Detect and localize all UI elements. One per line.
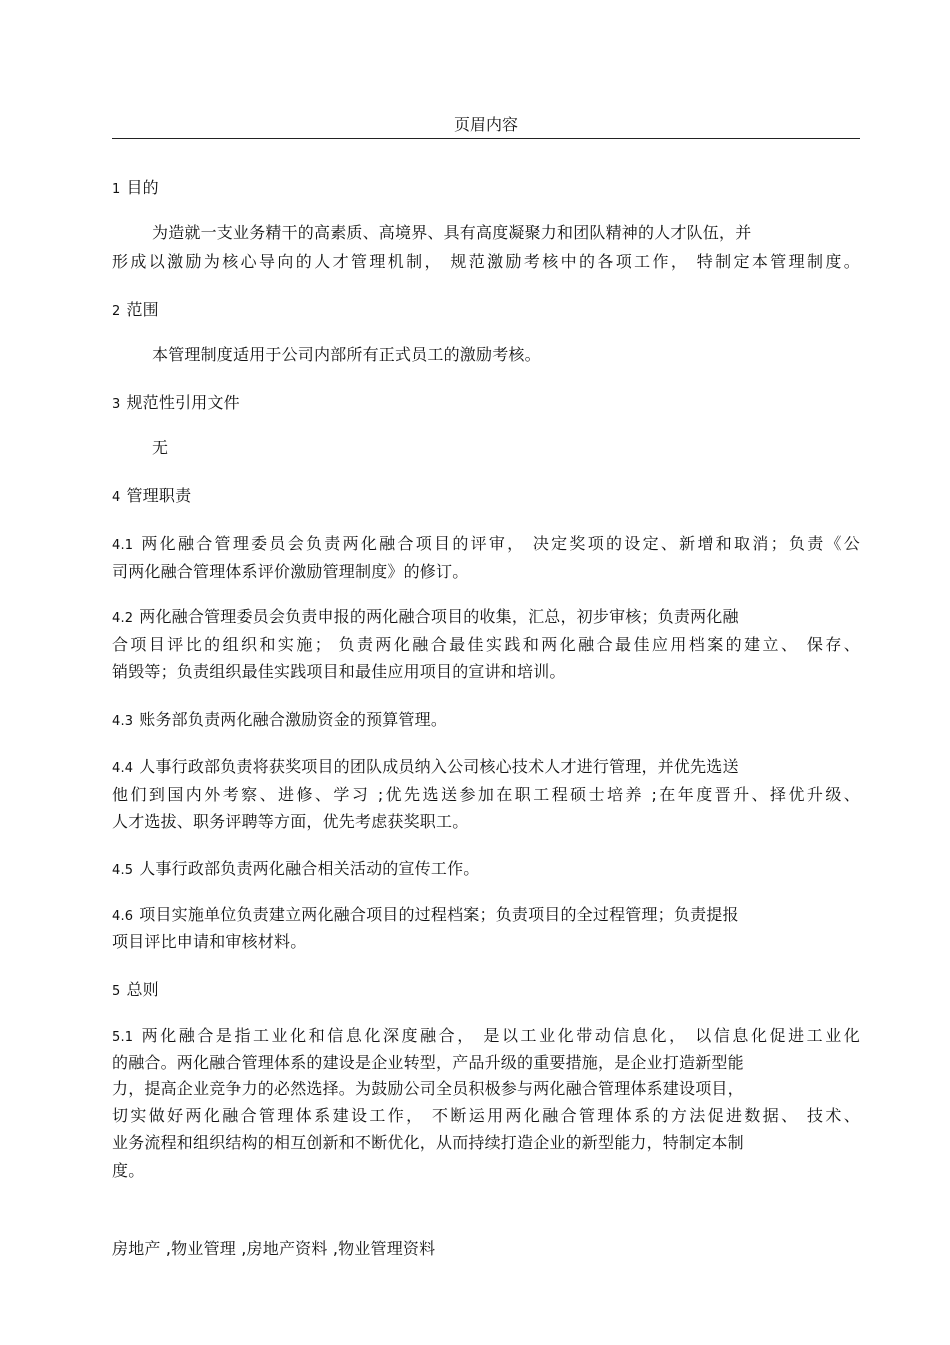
clause-text: 两化融合管理委员会负责两化融合项目的评审， 决定奖项的设定、新增和取消；负责《公 xyxy=(139,534,860,553)
section-title: 规范性引用文件 xyxy=(126,393,240,412)
paragraph-line: 人才选拔、职务评聘等方面，优先考虑获奖职工。 xyxy=(112,812,469,831)
clause-5-1-line xyxy=(112,1024,860,1050)
paragraph-line: 本管理制度适用于公司内部所有正式员工的激励考核。 xyxy=(152,345,541,364)
section-1-heading xyxy=(112,176,159,202)
clause-text: 人事行政部负责将获奖项目的团队成员纳入公司核心技术人才进行管理，并优先选送 xyxy=(139,757,739,776)
section-2-heading xyxy=(112,298,159,324)
clause-4-3-line xyxy=(112,708,447,734)
paragraph-line: 度。 xyxy=(112,1161,145,1180)
clause-text: 项目实施单位负责建立两化融合项目的过程档案；负责项目的全过程管理；负责提报 xyxy=(139,905,739,924)
clause-4-5-line xyxy=(112,857,479,883)
section-4-heading xyxy=(112,484,191,510)
paragraph-line: 为造就一支业务精干的高素质、高境界、具有高度凝聚力和团队精神的人才队伍，并 xyxy=(152,223,752,242)
section-title: 范围 xyxy=(126,300,159,319)
section-number: 1 xyxy=(112,182,121,197)
section-number: 2 xyxy=(112,304,121,319)
clause-4-4-line xyxy=(112,755,739,781)
clause-number: 4.4 xyxy=(112,761,134,776)
section-number: 3 xyxy=(112,397,121,412)
clause-4-6-line xyxy=(112,903,739,929)
paragraph-line: 力，提高企业竞争力的必然选择。为鼓励公司全员积极参与两化融合管理体系建设项目， xyxy=(112,1079,744,1098)
paragraph-line: 销毁等；负责组织最佳实践项目和最佳应用项目的宣讲和培训。 xyxy=(112,662,566,681)
paragraph-line: 司两化融合管理体系评价激励管理制度》的修订。 xyxy=(112,562,469,581)
paragraph-line: 无 xyxy=(152,438,169,457)
clause-number: 5.1 xyxy=(112,1030,134,1045)
section-number: 5 xyxy=(112,984,121,999)
clause-number: 4.3 xyxy=(112,714,134,729)
clause-number: 4.5 xyxy=(112,863,134,878)
section-title: 管理职责 xyxy=(126,486,192,505)
clause-number: 4.1 xyxy=(112,538,134,553)
section-title: 总则 xyxy=(126,980,159,999)
clause-number: 4.6 xyxy=(112,909,134,924)
section-3-heading xyxy=(112,391,240,417)
paragraph-line: 形成以激励为核心导向的人才管理机制， 规范激励考核中的各项工作， 特制定本管理制度。 xyxy=(112,252,860,271)
clause-text: 人事行政部负责两化融合相关活动的宣传工作。 xyxy=(139,859,480,878)
clause-text: 两化融合是指工业化和信息化深度融合， 是以工业化带动信息化， 以信息化促进工业化 xyxy=(139,1026,860,1045)
section-title: 目的 xyxy=(126,178,159,197)
page-header: 页眉内容 xyxy=(453,115,518,134)
paragraph-line: 他们到国内外考察、进修、学习 ;优先选送参加在职工程硕士培养 ;在年度晋升、择优升级、 xyxy=(112,785,860,804)
page-footer: 房地产 ,物业管理 ,房地产资料 ,物业管理资料 xyxy=(112,1239,436,1258)
header-divider xyxy=(112,138,860,139)
clause-4-2-line xyxy=(112,605,739,631)
clause-text: 两化融合管理委员会负责申报的两化融合项目的收集，汇总，初步审核；负责两化融 xyxy=(139,607,739,626)
section-number: 4 xyxy=(112,490,121,505)
section-5-heading xyxy=(112,978,159,1004)
paragraph-line: 合项目评比的组织和实施； 负责两化融合最佳实践和两化融合最佳应用档案的建立、 保存、 xyxy=(112,635,860,654)
paragraph-line: 的融合。两化融合管理体系的建设是企业转型，产品升级的重要措施，是企业打造新型能 xyxy=(112,1053,744,1072)
clause-4-1-line xyxy=(112,532,860,558)
paragraph-line: 项目评比申请和审核材料。 xyxy=(112,932,307,951)
clause-number: 4.2 xyxy=(112,611,134,626)
clause-text: 账务部负责两化融合激励资金的预算管理。 xyxy=(139,710,448,729)
paragraph-line: 切实做好两化融合管理体系建设工作， 不断运用两化融合管理体系的方法促进数据、 技术、 xyxy=(112,1106,860,1125)
paragraph-line: 业务流程和组织结构的相互创新和不断优化，从而持续打造企业的新型能力，特制定本制 xyxy=(112,1133,744,1152)
